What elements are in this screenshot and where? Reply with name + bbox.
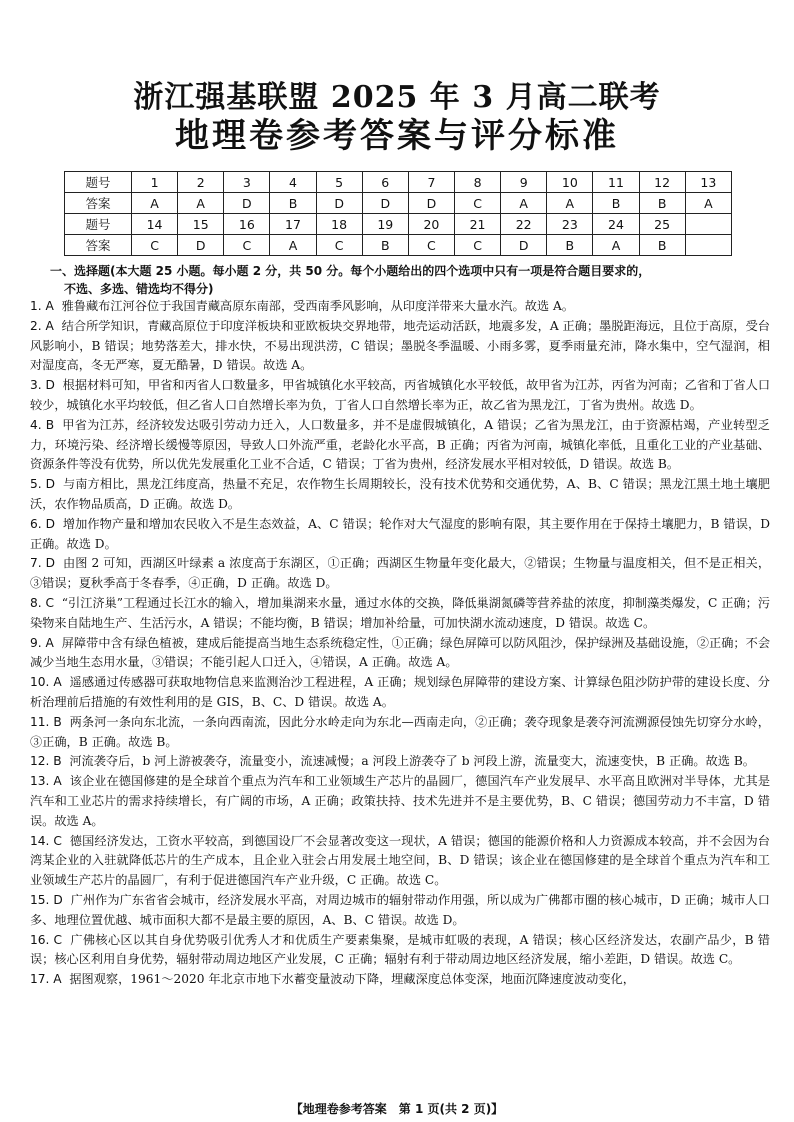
table-row-answers-2 bbox=[65, 235, 732, 256]
answer-number: 15. D bbox=[30, 892, 63, 907]
table-row-numbers-1 bbox=[65, 172, 732, 193]
table-cell: 25 bbox=[639, 214, 685, 235]
answer-number: 11. B bbox=[30, 714, 62, 729]
answer-number: 3. D bbox=[30, 378, 55, 393]
table-cell: 17 bbox=[270, 214, 316, 235]
table-cell: A bbox=[270, 235, 316, 256]
table-cell: B bbox=[639, 193, 685, 214]
table-cell: C bbox=[454, 235, 500, 256]
table-label: 答案 bbox=[65, 193, 132, 214]
table-label: 题号 bbox=[65, 172, 132, 193]
answer-text: 增加作物产量和增加农民收入不是生态效益，A、C 错误；轮作对大气湿度的影响有限，其主要作用在于保持土壤肥力，B 错误，D 正确。故选 D。 bbox=[30, 516, 770, 551]
table-cell: D bbox=[362, 193, 408, 214]
answer-number: 7. D bbox=[30, 556, 55, 571]
answer-item bbox=[30, 832, 770, 891]
table-cell: 6 bbox=[362, 172, 408, 193]
table-label: 题号 bbox=[65, 214, 132, 235]
answer-text: 由图 2 可知，西湖区叶绿素 a 浓度高于东湖区，①正确；西湖区生物量年变化最大，②错误；生物量与温度相关，但不是正相关，③错误；夏秋季高于冬春季，④正确，D 正确。故选 D。 bbox=[30, 556, 771, 591]
answer-item bbox=[30, 931, 770, 971]
table-cell: 4 bbox=[270, 172, 316, 193]
answer-number: 12. B bbox=[30, 754, 62, 769]
table-cell: 22 bbox=[501, 214, 547, 235]
answer-item bbox=[30, 673, 770, 713]
answer-text: 甲省为江苏，经济较发达吸引劳动力迁入，人口数量多，并不是虚假城镇化，A 错误；乙省为黑龙江，由于资源枯竭，产业转型乏力，环境污染、经济增长缓慢等原因，导致人口外流严重，老龄化水平高，B 正确；丙省为河南，城镇化率低，且重化工业的产业基础、资源条件等没有优势，所以优先发展重化工业不合适，C 错误；丁省为贵州，经济发展水平相对较低，D 错误。故选 B。 bbox=[30, 417, 770, 472]
answer-number: 8. C bbox=[30, 595, 55, 610]
answer-text: 德国经济发达，工资水平较高，到德国设厂不会显著改变这一现状，A 错误；德国的能源价格和人力资源成本较高，并不会因为台湾某企业的入驻就降低芯片的生产成本，且企业入驻会占用发展土地空间，B、D 错误；该企业在德国修建的是全球首个重点为汽车和工业领域生产芯片的晶圆厂，有利于促进德国汽车产业升级，C 正确。故选 C。 bbox=[30, 833, 770, 888]
table-cell: 10 bbox=[547, 172, 593, 193]
table-cell: 19 bbox=[362, 214, 408, 235]
answer-text: 屏障带中含有绿色植被，建成后能提高当地生态系统稳定性，①正确；绿色屏障可以防风阻沙，保护绿洲及基础设施，②正确；不会减少当地生态用水量，③错误；不能引起人口迁入，④错误，A 正确。故选 A。 bbox=[30, 635, 771, 670]
answer-text: “引江济巢”工程通过长江水的输入，增加巢湖来水量，通过水体的交换，降低巢湖氮磷等营养盐的浓度，抑制藻类爆发，C 正确；污染物来自陆地生产、生活污水，A 错误；不能均衡，B 错误；增加补给量，可加快湖水流动速度，D 错误。故选 C。 bbox=[30, 595, 771, 630]
table-cell: 8 bbox=[454, 172, 500, 193]
table-cell: 12 bbox=[639, 172, 685, 193]
answer-text: 与南方相比，黑龙江纬度高，热量不充足，农作物生长周期较长，没有技术优势和交通优势，A、B、C 错误；黑龙江黑土地土壤肥沃，农作物品质高，D 正确。故选 D。 bbox=[30, 477, 770, 511]
table-cell: 18 bbox=[316, 214, 362, 235]
answer-item bbox=[30, 317, 770, 376]
answer-number: 4. B bbox=[30, 417, 55, 432]
table-cell: D bbox=[178, 235, 224, 256]
table-cell: C bbox=[224, 235, 270, 256]
table-cell: A bbox=[178, 193, 224, 214]
answer-item bbox=[30, 554, 770, 594]
answer-table bbox=[64, 171, 732, 256]
table-cell: 14 bbox=[132, 214, 178, 235]
table-cell bbox=[685, 214, 731, 235]
table-cell: B bbox=[362, 235, 408, 256]
table-cell: A bbox=[501, 193, 547, 214]
table-cell: D bbox=[501, 235, 547, 256]
answer-item bbox=[30, 475, 770, 515]
answer-number: 10. A bbox=[30, 675, 62, 690]
table-cell: B bbox=[593, 193, 639, 214]
table-cell: 5 bbox=[316, 172, 362, 193]
table-cell: 24 bbox=[593, 214, 639, 235]
answer-number: 1. A bbox=[30, 299, 54, 313]
table-cell: B bbox=[547, 235, 593, 256]
answer-explanations bbox=[30, 297, 770, 990]
answer-number: 13. A bbox=[30, 774, 62, 789]
table-cell: 20 bbox=[408, 214, 454, 235]
answer-text: 结合所学知识，青藏高原位于印度洋板块和亚欧板块交界地带，地壳运动活跃，地震多发，A 正确；墨脱距海远，且位于高原，受台风影响小，B 错误；地势落差大，排水快，不易出现洪涝，C 错误；墨脱冬季温暖、小雨多雾，夏季雨量充沛，降水集中，空气湿润，相对湿度高，冬无严寒，夏无酷暑，D 错误。故选 A。 bbox=[30, 318, 770, 373]
table-cell: 15 bbox=[178, 214, 224, 235]
answer-text: 雅鲁藏布江河谷位于我国青藏高原东南部，受西南季风影响，从印度洋带来大量水汽。故选 A。 bbox=[61, 299, 574, 313]
answer-text: 广州作为广东省省会城市，经济发展水平高，对周边城市的辐射带动作用强，所以成为广佛都市圈的核心城市，D 正确；城市人口多、地理位置优越、城市面积大都不是最主要的原因，A、B、C 错误。故选 D。 bbox=[30, 892, 770, 927]
answer-text: 遥感通过传感器可获取地物信息来监测治沙工程进程，A 正确；规划绿色屏障带的建设方案、计算绿色阻沙防护带的建设长度、分析治理前后措施的有效性利用的是 GIS，B、C、D 错误。故选 A。 bbox=[30, 675, 770, 709]
table-cell: A bbox=[593, 235, 639, 256]
answer-text: 根据材料可知，甲省和丙省人口数量多，甲省城镇化水平较高，丙省城镇化水平较低，故甲省为江苏，丙省为河南；乙省和丁省人口较少，城镇化水平均较低，但乙省人口自然增长率为负，丁省人口自然增长率为正，故乙省为黑龙江，丁省为贵州。故选 D。 bbox=[30, 378, 771, 412]
answer-text: 该企业在德国修建的是全球首个重点为汽车和工业领域生产芯片的晶圆厂，德国汽车产业发展早、水平高且欧洲对半导体，尤其是汽车和工业芯片的需求持续增长，有广阔的市场，A 正确；政策扶持、技术先进并不是主要优势，B、C 错误；德国劳动力不丰富，D 错误。故选 A。 bbox=[30, 774, 771, 828]
table-cell: 16 bbox=[224, 214, 270, 235]
table-cell: B bbox=[270, 193, 316, 214]
header-title: 浙江强基联盟 2025 年 3 月高二联考 bbox=[133, 80, 661, 115]
answer-number: 14. C bbox=[30, 833, 62, 848]
table-label: 答案 bbox=[65, 235, 132, 256]
answer-item bbox=[30, 376, 770, 416]
answer-item bbox=[30, 891, 770, 931]
table-cell: 9 bbox=[501, 172, 547, 193]
table-cell: 2 bbox=[178, 172, 224, 193]
table-row-numbers-2 bbox=[65, 214, 732, 235]
answer-number: 2. A bbox=[30, 318, 54, 333]
table-cell: C bbox=[408, 235, 454, 256]
table-cell: 13 bbox=[685, 172, 731, 193]
page-footer: 【地理卷参考答案 第 1 页(共 2 页)】 bbox=[290, 1102, 504, 1116]
answer-text: 河流袭夺后，b 河上游被袭夺，流量变小，流速减慢；a 河段上游袭夺了 b 河段上游，流量变大，流速变快，B 正确。故选 B。 bbox=[69, 754, 755, 769]
table-cell: 21 bbox=[454, 214, 500, 235]
table-row-answers-1 bbox=[65, 193, 732, 214]
answer-text: 两条河一条向东北流，一条向西南流，因此分水岭走向为东北—西南走向，②正确；袭夺现象是袭夺河流溯源侵蚀先切穿分水岭，③正确，B 正确。故选 B。 bbox=[30, 714, 770, 749]
table-cell: B bbox=[639, 235, 685, 256]
answer-number: 5. D bbox=[30, 477, 55, 492]
table-cell: D bbox=[224, 193, 270, 214]
answer-item bbox=[30, 594, 770, 634]
answer-text: 据图观察，1961～2020 年北京市地下水蓄变量波动下降，埋藏深度总体变深，地面沉降速度波动变化， bbox=[69, 972, 635, 987]
table-cell: C bbox=[316, 235, 362, 256]
answer-item bbox=[30, 970, 770, 990]
table-cell: C bbox=[132, 235, 178, 256]
table-cell bbox=[685, 235, 731, 256]
answer-item bbox=[30, 772, 770, 831]
answer-number: 17. A bbox=[30, 972, 62, 987]
answer-number: 9. A bbox=[30, 635, 54, 650]
table-cell: 23 bbox=[547, 214, 593, 235]
answer-number: 6. D bbox=[30, 516, 55, 531]
table-cell: A bbox=[547, 193, 593, 214]
section-heading-line: 不选、多选、错选均不得分) bbox=[64, 282, 214, 296]
answer-item bbox=[30, 634, 770, 674]
table-cell: A bbox=[685, 193, 731, 214]
answer-text: 广佛核心区以其自身优势吸引优秀人才和优质生产要素集聚，是城市虹吸的表现，A 错误；核心区经济发达，农副产品少，B 错误；核心区利用自身优势，辐射带动周边地区产业发展，C 正确；辐射有利于带动周边地区经济发展，缩小差距，D 错误。故选 C。 bbox=[30, 932, 770, 967]
header-subtitle: 地理卷参考答案与评分标准 bbox=[175, 116, 619, 156]
table-cell: 7 bbox=[408, 172, 454, 193]
table-cell: C bbox=[454, 193, 500, 214]
section-heading-line: 一、选择题(本大题 25 小题。每小题 2 分，共 50 分。每个小题给出的四个选项中只有一项是符合题目要求的， bbox=[50, 264, 651, 278]
table-cell: A bbox=[132, 193, 178, 214]
answer-item bbox=[30, 416, 770, 475]
answer-item bbox=[30, 752, 770, 772]
section-heading bbox=[50, 262, 762, 298]
answer-number: 16. C bbox=[30, 932, 63, 947]
table-cell: D bbox=[316, 193, 362, 214]
table-cell: 3 bbox=[224, 172, 270, 193]
answer-item bbox=[30, 713, 770, 753]
table-cell: 1 bbox=[132, 172, 178, 193]
table-cell: D bbox=[408, 193, 454, 214]
table-cell: 11 bbox=[593, 172, 639, 193]
answer-item bbox=[30, 515, 770, 555]
answer-item bbox=[30, 297, 770, 317]
